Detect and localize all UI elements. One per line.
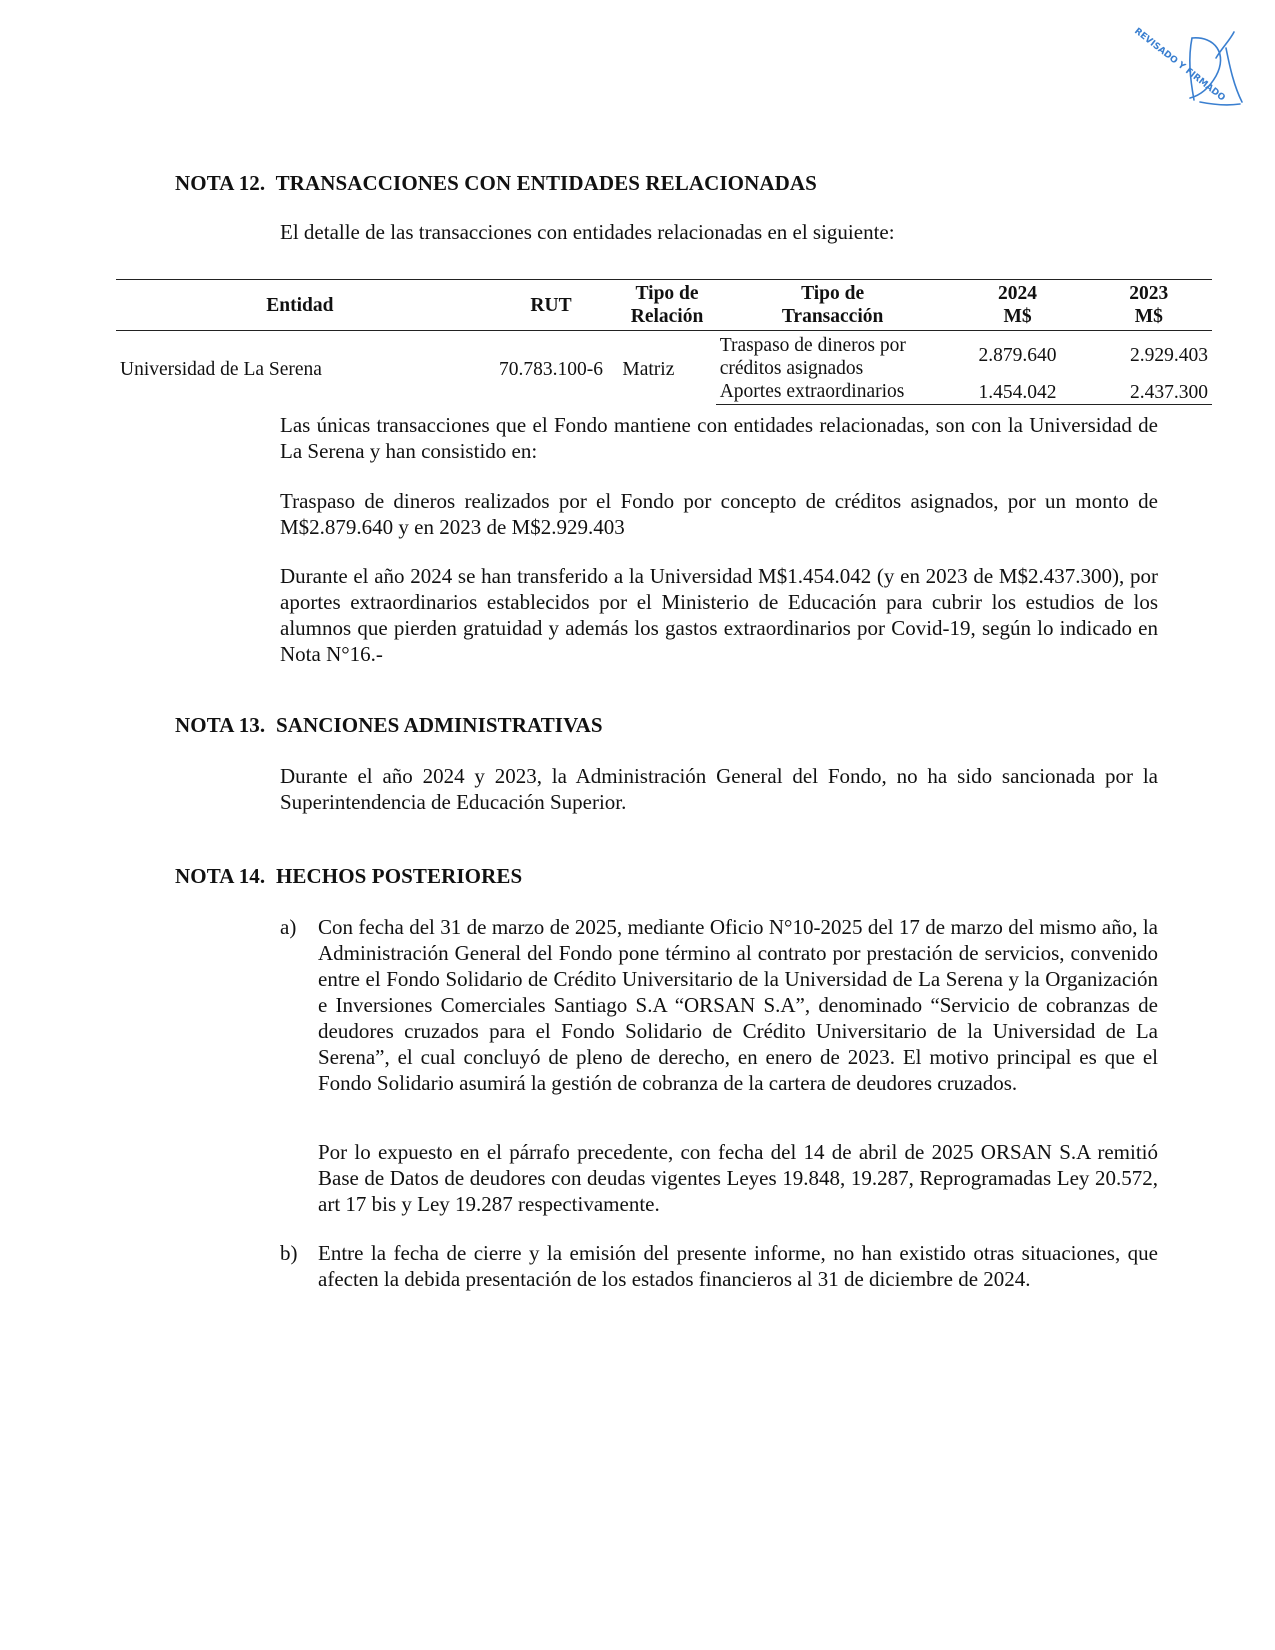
header-2024: 2024 M$ bbox=[950, 280, 1086, 331]
header-entidad: Entidad bbox=[116, 280, 484, 331]
stamp-text: REVISADO Y FIRMADO bbox=[1132, 26, 1227, 104]
list-marker-a: a) bbox=[280, 915, 297, 939]
list-marker-b: b) bbox=[280, 1241, 298, 1265]
nota14-item-a-paragraph-2: Por lo expuesto en el párrafo precedente, con fecha del 14 de abril de 2025 ORSAN S.A remitió Base de Datos de deudores con deudas vigentes Leyes 19.848, 19.287, Reprogramadas Ley 20.572, art 17 bis y Ley 19.287 respectivamente. bbox=[318, 1140, 1158, 1216]
cell-transaccion: Traspaso de dineros por créditos asignados bbox=[719, 335, 906, 379]
header-2023: 2023 M$ bbox=[1086, 280, 1212, 331]
cell-2023: 2.437.300 bbox=[1086, 380, 1212, 405]
header-tipo-transaccion: Tipo de Transacción bbox=[716, 280, 950, 331]
cell-entidad: Universidad de La Serena bbox=[120, 359, 322, 381]
nota14-heading: NOTA 14. HECHOS POSTERIORES bbox=[175, 864, 523, 888]
nota12-heading: NOTA 12. TRANSACCIONES CON ENTIDADES RELACIONADAS bbox=[175, 171, 817, 195]
nota14-item-b-paragraph-1: Entre la fecha de cierre y la emisión del presente informe, no han existido otras situaciones, que afecten la debida presentación de los estados financieros al 31 de diciembre de 2024. bbox=[318, 1241, 1158, 1291]
table-header-row bbox=[116, 280, 1212, 331]
nota12-paragraph-3: Durante el año 2024 se han transferido a la Universidad M$1.454.042 (y en 2023 de M$2.437.300), por aportes extraordinarios establecidos por el Ministerio de Educación para cubrir los estudios de los alumnos que pierden gratuidad y además los gastos extraordinarios por Covid-19, según lo indicado en Nota N°16.- bbox=[280, 564, 1158, 666]
cell-transaccion: Aportes extraordinarios bbox=[716, 380, 950, 405]
table-row bbox=[116, 331, 1212, 381]
cell-relacion: Matriz bbox=[622, 359, 675, 381]
cell-rut: 70.783.100-6 bbox=[499, 359, 604, 381]
nota14-item-a-paragraph-1: Con fecha del 31 de marzo de 2025, mediante Oficio N°10-2025 del 17 de marzo del mismo año, la Administración General del Fondo pone término al contrato por prestación de servicios, convenido entre el Fondo Solidario de Crédito Universitario de la Universidad de La Serena y la Organización e Inversiones Comerciales Santiago S.A “ORSAN S.A”, denominado “Servicio de cobranzas de deudores cruzados para el Fondo Solidario de Crédito Universitario de la Universidad de La Serena”, el cual concluyó de pleno de derecho, en enero de 2023. El motivo principal es que el Fondo Solidario asumirá la gestión de cobranza de la cartera de deudores cruzados. bbox=[318, 915, 1158, 1095]
nota13-heading: NOTA 13. SANCIONES ADMINISTRATIVAS bbox=[175, 713, 603, 737]
cell-2024: 2.879.640 bbox=[978, 345, 1057, 366]
nota12-paragraph-2: Traspaso de dineros realizados por el Fondo por concepto de créditos asignados, por un monto de M$2.879.640 y en 2023 de M$2.929.403 bbox=[280, 489, 1158, 539]
header-rut: RUT bbox=[484, 280, 619, 331]
nota12-intro: El detalle de las transacciones con entidades relacionadas en el siguiente: bbox=[280, 220, 895, 244]
header-tipo-relacion: Tipo de Relación bbox=[618, 280, 715, 331]
nota13-paragraph-1: Durante el año 2024 y 2023, la Administración General del Fondo, no ha sido sancionada por la Superintendencia de Educación Superior. bbox=[280, 764, 1158, 814]
signature-stamp bbox=[1130, 18, 1250, 118]
nota12-paragraph-1: Las únicas transacciones que el Fondo mantiene con entidades relacionadas, son con la Universidad de La Serena y han consistido en: bbox=[280, 413, 1158, 463]
related-transactions-table bbox=[116, 279, 1212, 405]
cell-2024: 1.454.042 bbox=[950, 380, 1086, 405]
cell-2023: 2.929.403 bbox=[1130, 345, 1208, 366]
